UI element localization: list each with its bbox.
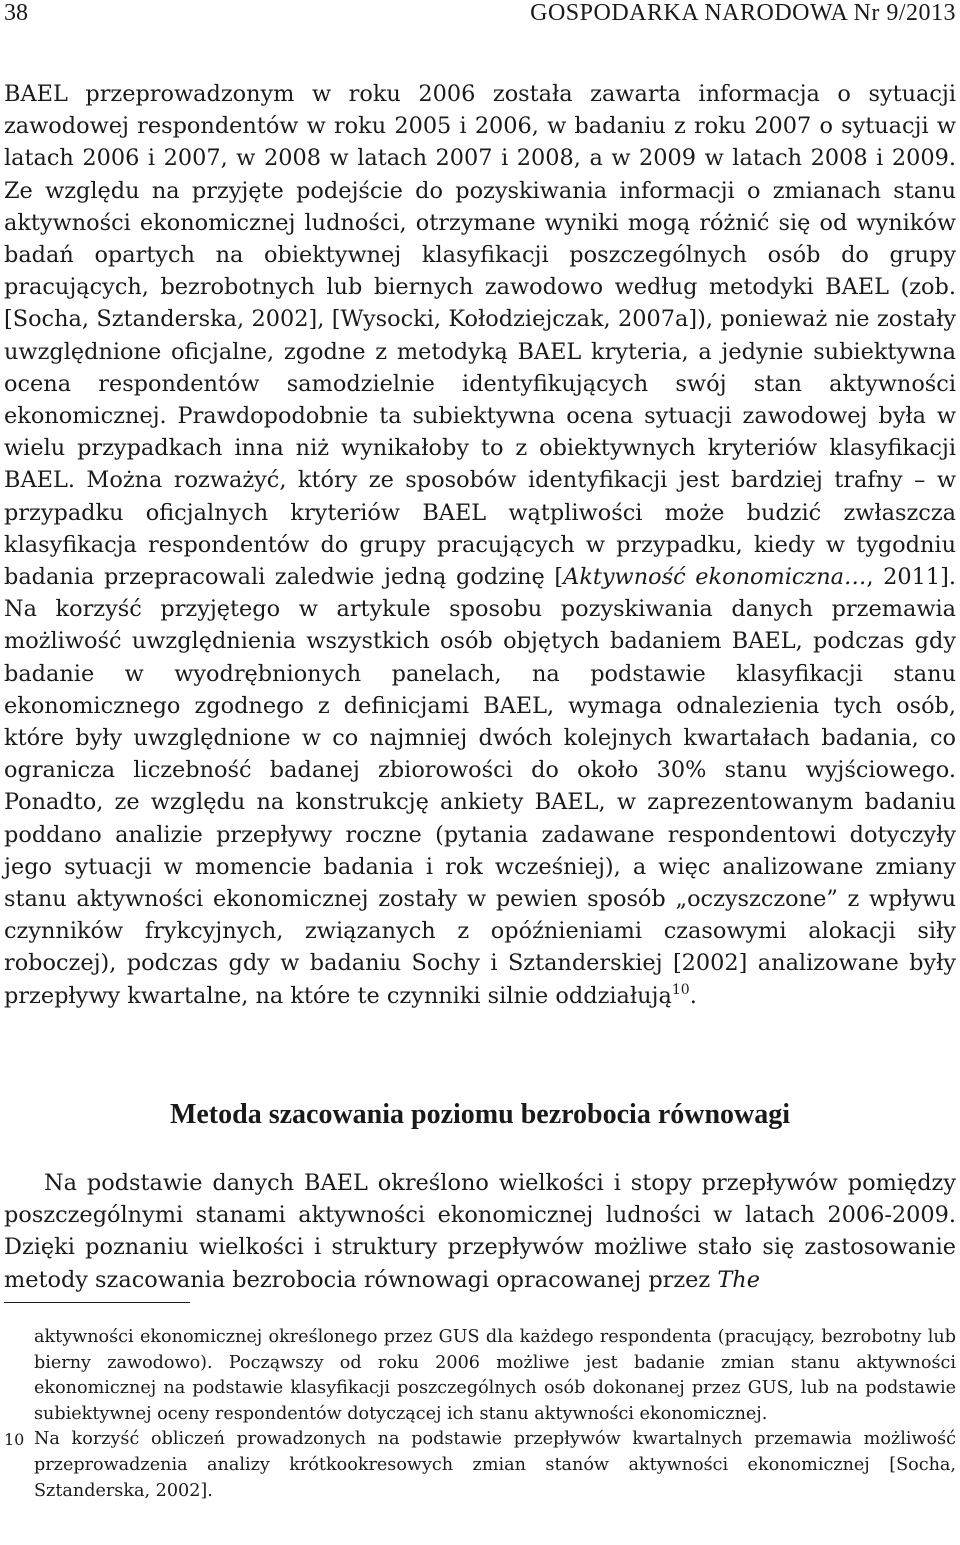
footnote-divider [4, 1302, 190, 1303]
footnotes [4, 1325, 956, 1504]
footnote-number [4, 1325, 34, 1427]
footnote-reference[interactable]: 10 [671, 981, 690, 998]
paragraph [4, 1167, 956, 1296]
section-heading: Metoda szacowania poziomu bezrobocia równowagi [169, 1099, 791, 1130]
paragraph-text: Na podstawie danych BAEL określono wielkości i stopy przepływów pomiędzy poszczególnymi stanami aktywności ekonomicznej ludności w latach 2006-2009. Dzięki poznaniu wielkości i struktury przepływów możliwe stało się zastosowanie metody szacowania bezrobocia równowagi opracowanej przez [4, 1170, 956, 1293]
footnote-text: Na korzyść obliczeń prowadzonych na podstawie przepływów kwartalnych przemawia możliwość przeprowadzenia analizy krótkookresowych zmian stanów aktywności ekonomicznej [Socha, Sztanderska, 2002]. [34, 1429, 956, 1501]
footnote [4, 1427, 956, 1504]
main-text [4, 78, 956, 1012]
italic-term: The [717, 1266, 760, 1293]
paragraph [4, 78, 956, 1012]
page-header [0, 0, 960, 30]
page-number: 38 [4, 0, 28, 26]
footnote [4, 1325, 956, 1427]
citation-title: Aktywność ekonomiczna… [563, 564, 867, 591]
paragraph-end: . [689, 982, 697, 1009]
footnote-number: 10 [4, 1430, 25, 1450]
running-head: GOSPODARKA NARODOWA Nr 9/2013 [530, 0, 956, 26]
footnote-text: aktywności ekonomicznej określonego przez GUS dla każdego respondenta (pracujący, bezrobotny lub bierny zawodowo). Począwszy od roku 2006 możliwe jest badanie zmian stanu aktywności ekonomicznej na podstawie klasyfikacji poszczególnych osób dokonanej przez GUS, lub na podstawie subiektywnej oceny respondentów dotyczącej ich stanu aktywności ekonomicznej. [34, 1327, 956, 1424]
section-text [4, 1167, 956, 1296]
paragraph-text: BAEL przeprowadzonym w roku 2006 została zawarta informacja o sytuacji zawodowej respondentów w roku 2005 i 2006, w badaniu z roku 2007 o sytuacji w latach 2006 i 2007, w 2008 w latach 2007 i 2008, a w 2009 w latach 2008 i 2009. Ze względu na przyjęte podejście do pozyskiwania informacji o zmianach stanu aktywności ekonomicznej ludności, otrzymane wyniki mogą różnić się od wyników badań opartych na obiektywnej klasyfikacji poszczególnych osób do grupy pracujących, bezrobotnych lub biernych zawodowo według metodyki BAEL (zob. [Socha, Sztanderska, 2002], [Wysocki, Kołodziejczak, 2007a]), ponieważ nie zostały uwzględnione oficjalne, zgodne z metodyką BAEL kryteria, a jedynie subiektywna ocena respondentów samodzielnie identyfikujących swój stan aktywności ekonomicznej. Prawdopodobnie ta subiektywna ocena sytuacji zawodowej była w wielu przypadkach inna niż wynikałoby to z obiektywnych kryteriów klasyfikacji BAEL. Można rozważyć, który ze sposobów identyfikacji jest bardziej trafny – w przypadku oficjalnych kryteriów BAEL wątpliwości może budzić zwłaszcza klasyfikacja respondentów do grupy pracujących w przypadku, kiedy w tygodniu badania przepracowali zaledwie jedną godzinę [ [4, 81, 956, 591]
paragraph-text-continued: , 2011]. Na korzyść przyjętego w artykule sposobu pozyskiwania danych przemawia możliwość uwzględnienia wszystkich osób objętych badaniem BAEL, podczas gdy badanie w wyodrębnionych panelach, na podstawie klasyfikacji stanu ekonomicznego zgodnego z definicjami BAEL, wymaga odnalezienia tych osób, które były uwzględnione w co najmniej dwóch kolejnych kwartałach badania, co ogranicza liczebność badanej zbiorowości do około 30% stanu wyjściowego. Ponadto, ze względu na konstrukcję ankiety BAEL, w zaprezentowanym badaniu poddano analizie przepływy roczne (pytania zadawane respondentowi dotyczyły jego sytuacji w momencie badania i rok wcześniej), a więc analizowane zmiany stanu aktywności ekonomicznej zostały w pewien sposób „oczyszczone” z wpływu czynników frykcyjnych, związanych z opóźnieniami czasowymi alokacji siły roboczej), podczas gdy w badaniu Sochy i Sztanderskiej [2002] analizowane były przepływy kwartalne, na które te czynniki silnie oddziałują [4, 564, 956, 1009]
